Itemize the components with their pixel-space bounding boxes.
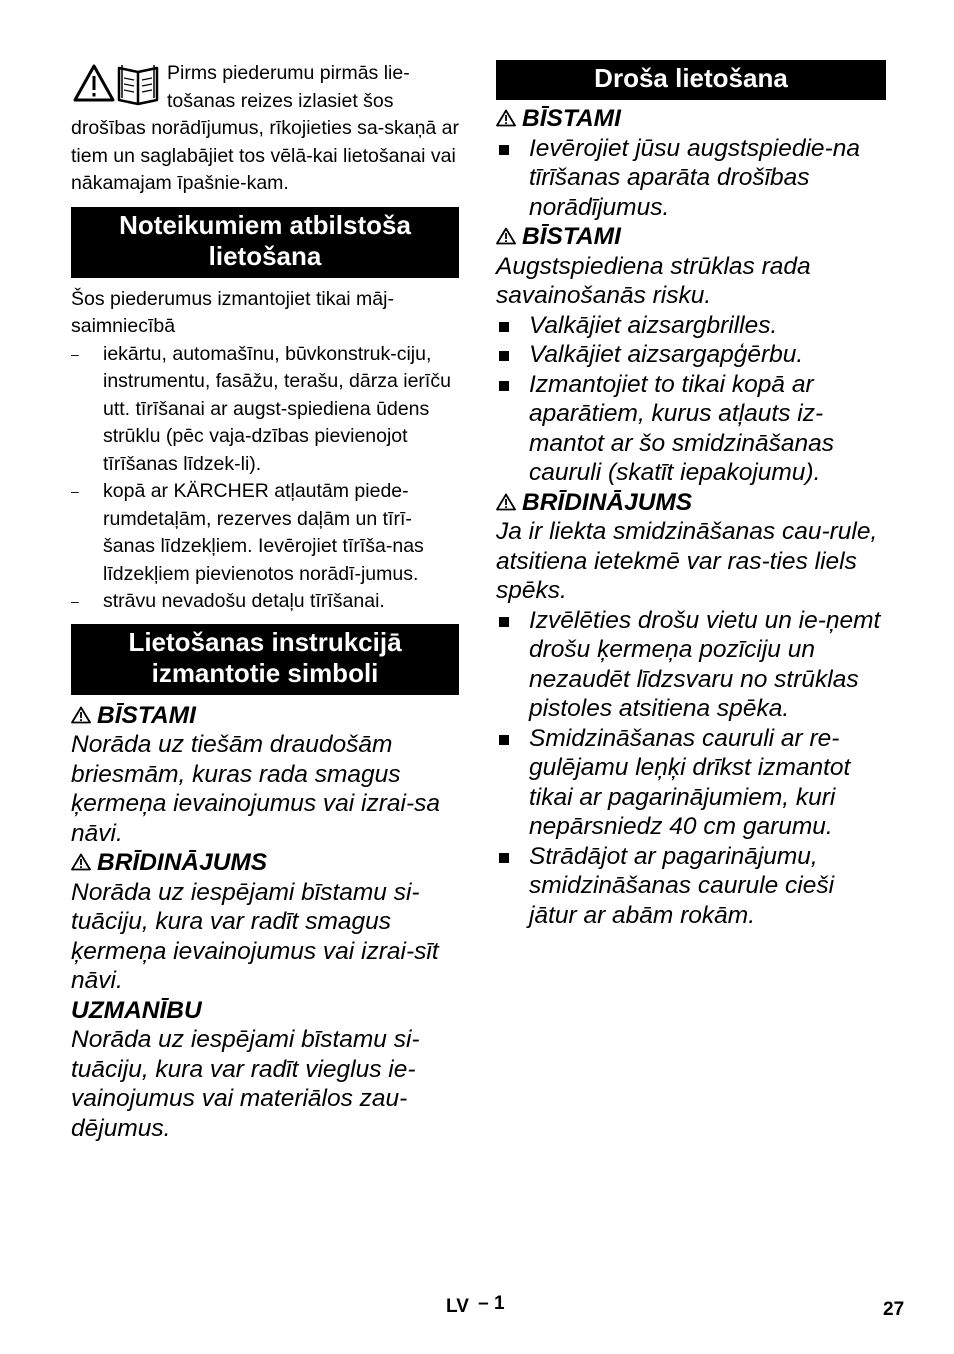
list-item: Izvēlēties drošu vietu un ie-ņemt drošu ķermeņa pozīciju un nezaudēt līdzsvaru no strūklas pistoles atsitiena spēka. (496, 606, 886, 724)
safety-block-2 (496, 222, 886, 488)
warning-icon (496, 493, 516, 511)
warning-label: BRĪDINĀJUMS (496, 488, 886, 518)
symbol-caution (71, 996, 459, 1144)
footer-language: LV – 1 (446, 1293, 505, 1317)
danger-label: BĪSTAMI (496, 104, 886, 134)
symbol-danger (71, 701, 459, 849)
safety-heading: Droša lietošana (496, 60, 886, 100)
warning-icon (71, 706, 91, 724)
caution-text: Norāda uz iespējami bīstamu si-tuāciju, kura var radīt vieglus ie-vainojumus vai materiālos zau-dējumus. (71, 1026, 420, 1142)
safety-text-2: Augstspiediena strūklas rada savainošanās risku. (496, 252, 811, 309)
list-item: Valkājiet aizsargbrilles. (496, 311, 886, 341)
warning-icon (496, 109, 516, 127)
list-item: Izmantojiet to tikai kopā ar aparātiem, kurus atļauts iz-mantot ar šo smidzināšanas cauruli (skatīt iepakojumu). (496, 370, 886, 488)
book-icon (119, 65, 157, 104)
usage-heading: Noteikumiem atbilstoša lietošana (71, 207, 459, 278)
usage-list (71, 341, 459, 616)
list-item: – kopā ar KÄRCHER atļautām piede-rumdetaļām, rezerves daļām un tīrī-šanas līdzekļiem. Ievērojiet tīrīša-nas līdzekļiem pievienotos norādī-jumus. (71, 478, 459, 588)
intro-text: Pirms piederumu pirmās lie-tošanas reizes izlasiet šos drošības norādījumus, rīkojieties sa-skaņā ar tiem un saglabājiet tos vēlā-kai lietošanai vai nākamajam īpašnie-kam. (71, 62, 460, 194)
safety-block-1 (496, 104, 886, 222)
page-number: 27 (883, 1299, 905, 1320)
intro-icons (71, 62, 163, 108)
list-item: Smidzināšanas cauruli ar re-gulējamu leņķi drīkst izmantot tikai ar pagarinājumiem, kuri nepārsniedz 40 cm garumu. (496, 724, 886, 842)
list-item: Valkājiet aizsargapģērbu. (496, 340, 886, 370)
warning-text: Norāda uz iespējami bīstamu si-tuāciju, kura var radīt smagus ķermeņa ievainojumus vai izrai-sīt nāvi. (71, 878, 439, 994)
list-item: – strāvu nevadošu detaļu tīrīšanai. (71, 588, 459, 616)
danger-text: Norāda uz tiešām draudošām briesmām, kuras rada smagus ķermeņa ievainojumus vai izrai-sa nāvi. (71, 731, 441, 847)
danger-label: BĪSTAMI (496, 222, 886, 252)
intro-block (71, 60, 459, 198)
safety-list-2 (496, 311, 886, 488)
list-item: Ievērojiet jūsu augstspiedie-na tīrīšanas aparāta drošības norādījumus. (496, 134, 886, 223)
usage-paragraph: Šos piederumus izmantojiet tikai māj-saimniecībā (71, 287, 394, 337)
warning-icon (71, 853, 91, 871)
safety-text-3: Ja ir liekta smidzināšanas cau-rule, atsitiena ietekmē var ras-ties liels spēks. (496, 518, 878, 604)
warning-icon (496, 227, 516, 245)
footer-section-marker: – 1 (478, 1293, 505, 1314)
list-item: – iekārtu, automašīnu, būvkonstruk-ciju, instrumentu, fasāžu, terašu, dārza ierīču utt. tīrīšanai ar augst-spiediena ūdens strūklu (pēc vaja-dzības pievienojot tīrīšanas līdzek-li). (71, 341, 459, 479)
safety-block-3 (496, 488, 886, 931)
symbols-heading: Lietošanas instrukcijā izmantotie simboli (71, 624, 459, 695)
safety-list-1 (496, 134, 886, 223)
danger-label: BĪSTAMI (71, 701, 459, 731)
left-column (71, 60, 459, 1143)
safety-list-3 (496, 606, 886, 931)
right-column (496, 60, 886, 930)
symbol-warning (71, 848, 459, 996)
caution-label: UZMANĪBU (71, 996, 202, 1024)
warning-icon (75, 66, 113, 100)
list-item: Strādājot ar pagarinājumu, smidzināšanas caurule cieši jātur ar abām rokām. (496, 842, 886, 931)
warning-label: BRĪDINĀJUMS (71, 848, 459, 878)
